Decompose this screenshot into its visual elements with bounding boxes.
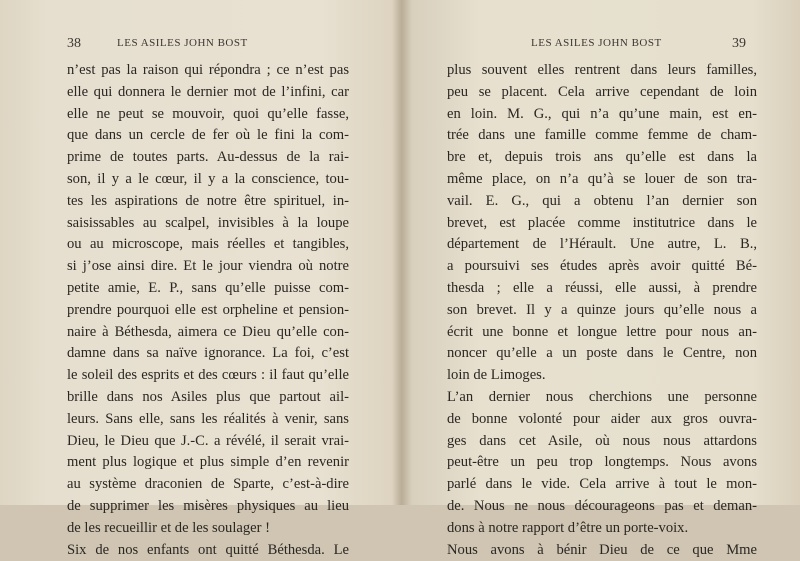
- text-line: L’an dernier nous cherchions une personne: [447, 388, 757, 405]
- text-line: en loin. M. G., qui n’a qu’une main, est en-: [447, 105, 757, 122]
- text-line: de les recueillir et de les soulager !: [67, 519, 271, 536]
- text-line: loin de Limoges.: [447, 367, 546, 384]
- text-line: a poursuivi ses études après avoir quitté Bé-: [447, 258, 757, 275]
- running-head: LES ASILES JOHN BOST: [531, 37, 662, 49]
- text-line: que dans un cercle de fer où le fini la com-: [67, 127, 349, 144]
- page-number: 38: [67, 36, 81, 51]
- text-line: damne dans sa naïve ignorance. La foi, c’est: [67, 345, 349, 362]
- text-line: tes les aspirations de notre être spirituel, in-: [67, 192, 349, 209]
- text-line: elle ne peut se mouvoir, quoi qu’elle fasse,: [67, 105, 349, 122]
- text-line: leurs. Sans elle, sans les réalités à venir, sans: [67, 410, 349, 427]
- text-line: naire à Béthesda, aimera ce Dieu qu’elle con-: [67, 323, 349, 340]
- text-line: dons à notre rapport d’être un porte-voix.: [447, 519, 689, 536]
- text-line: Dieu, le Dieu que J.-C. a révélé, il serait vrai-: [67, 432, 349, 449]
- text-line: trée dans une famille comme femme de cham-: [447, 127, 757, 144]
- running-head: LES ASILES JOHN BOST: [117, 37, 248, 49]
- page-number: 39: [732, 36, 746, 51]
- text-line: peut-être un peu trop longtemps. Nous avons: [447, 454, 757, 471]
- text-line: thesda ; elle a réussi, elle aussi, à prendre: [447, 279, 757, 296]
- text-line: de bonne volonté pour aider aux gros ouvra-: [447, 410, 757, 427]
- text-line: son, il y a le cœur, il y a la conscience, tou-: [67, 170, 349, 187]
- text-line: ou au microscope, mais réelles et tangibles,: [67, 236, 349, 253]
- text-line: Nous avons à bénir Dieu de ce que Mme: [447, 541, 757, 558]
- text-line: département de l’Hérault. Une autre, L. B.,: [447, 236, 757, 253]
- text-line: brevet, est placée comme institutrice dans le: [447, 214, 757, 231]
- text-line: parlé dans le vide. Cela arrive à tout le mon-: [447, 476, 757, 493]
- text-line: noncer qu’elle a un poste dans le Centre, non: [447, 345, 757, 362]
- right-page: [405, 0, 800, 558]
- text-line: ges dans cet Asile, où nous nous attardons: [447, 432, 757, 449]
- text-line: brille dans nos Asiles plus que partout ail-: [67, 388, 349, 405]
- text-line: ment plus logique et plus simple d’en revenir: [67, 454, 349, 471]
- text-line: de supprimer les misères physiques au lieu: [67, 497, 349, 514]
- text-line: prendre pourquoi elle est orpheline et pension-: [67, 301, 349, 318]
- left-page-text: [67, 60, 349, 561]
- text-line: prime de toutes parts. Au-dessus de la rai-: [67, 149, 349, 166]
- right-page-text: [447, 60, 757, 561]
- text-line: plus souvent elles rentrent dans leurs familles,: [447, 62, 757, 78]
- text-line: au système draconien de Sparte, c’est-à-dire: [67, 476, 349, 493]
- left-page: [0, 0, 400, 558]
- text-line: vail. E. G., qui a obtenu l’an dernier son: [447, 192, 757, 209]
- text-line: écrit une bonne et longue lettre pour nous an-: [447, 323, 757, 340]
- text-line: bre et, depuis trois ans qu’elle est dans la: [447, 149, 757, 166]
- text-line: petite amie, E. P., sans qu’elle puisse com-: [67, 279, 349, 296]
- text-line: si j’ose ainsi dire. Et le jour viendra où notre: [67, 258, 349, 275]
- text-line: le soleil des esprits et des cœurs : il faut qu’elle: [67, 367, 349, 384]
- text-line: son brevet. Il y a quinze jours qu’elle nous a: [447, 301, 757, 318]
- text-line: de. Nous ne nous décourageons pas et deman-: [447, 497, 757, 514]
- text-line: même place, on n’a qu’à se louer de son tra-: [447, 170, 757, 187]
- text-line: peu se placent. Cela arrive cependant de loin: [447, 83, 757, 100]
- text-line: Six de nos enfants ont quitté Béthesda. Le: [67, 541, 349, 558]
- text-line: elle qui donnera le dernier mot de l’infini, car: [67, 83, 349, 100]
- text-line: saisissables au scalpel, invisibles à la loupe: [67, 214, 349, 231]
- text-line: n’est pas la raison qui répondra ; ce n’est pas: [67, 62, 349, 78]
